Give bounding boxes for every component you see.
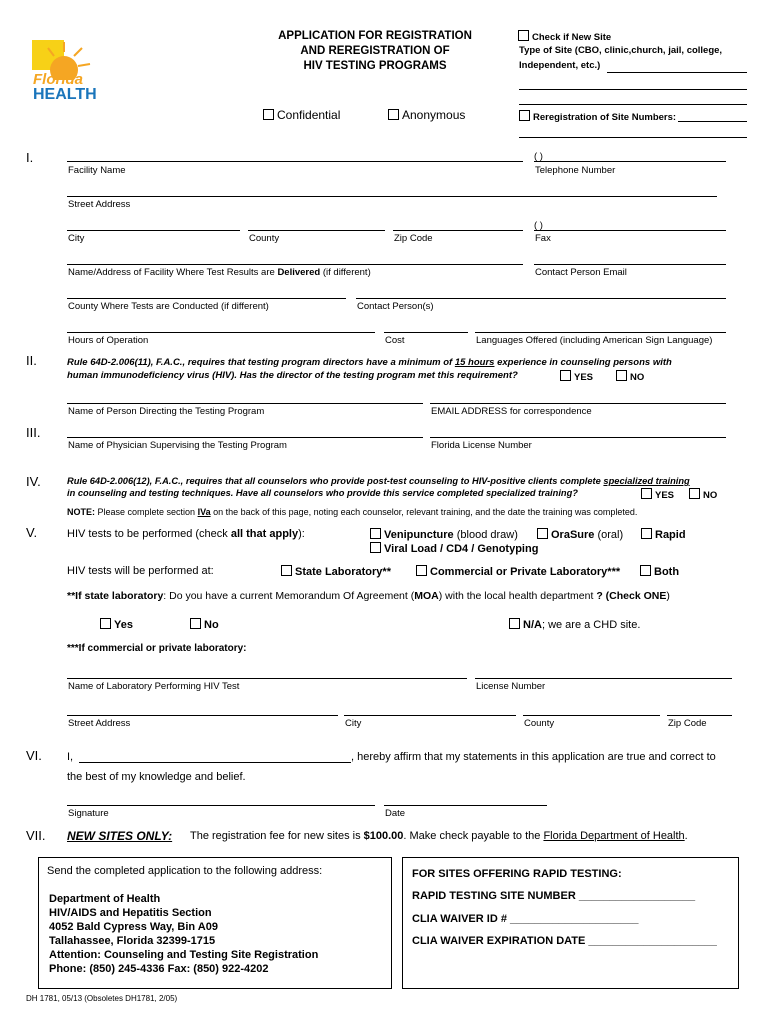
venipuncture-option[interactable] xyxy=(370,528,518,541)
rule-11-hours: 15 hours xyxy=(454,357,495,368)
rapid-site-number-field[interactable]: RAPID TESTING SITE NUMBER ___________________ xyxy=(412,890,696,902)
both-label: Both xyxy=(654,566,680,578)
fee-mid: . Make check payable to the xyxy=(403,830,544,842)
city-label: City xyxy=(68,233,85,244)
moa-question xyxy=(67,590,670,602)
note-iva-ref: IVa xyxy=(197,507,211,517)
cost-line[interactable] xyxy=(384,332,468,333)
new-site-checkbox[interactable] xyxy=(518,30,529,41)
confidential-label: Confidential xyxy=(277,108,341,122)
street-address-line[interactable] xyxy=(67,196,717,197)
hours-line[interactable] xyxy=(67,332,375,333)
signature-line[interactable] xyxy=(67,805,375,806)
mail-line-6: Phone: (850) 245-4336 Fax: (850) 922-4202 xyxy=(49,963,269,975)
fee-end: . xyxy=(684,830,688,842)
commercial-if-label: ***If commercial or private laboratory: xyxy=(67,643,247,654)
cost-label: Cost xyxy=(385,335,405,346)
fee-amount: $100.00 xyxy=(363,830,404,842)
contact-email-line[interactable] xyxy=(534,264,726,265)
lab-zip-label: Zip Code xyxy=(668,718,707,729)
county-label: County xyxy=(249,233,280,244)
email-label: EMAIL ADDRESS for correspondence xyxy=(431,406,592,417)
confidential-option[interactable] xyxy=(263,108,340,122)
rereg-checkbox[interactable] xyxy=(519,110,530,121)
lab-county-line[interactable] xyxy=(523,715,660,716)
tests-performed-post: ): xyxy=(298,528,305,540)
rule-12-pre: Rule 64D-2.006(12), F.A.C., requires that all counselors who provide post-test counseling to HIV-positive clients complete xyxy=(67,476,604,486)
affirm-name-line[interactable] xyxy=(79,762,351,763)
orasure-checkbox[interactable] xyxy=(537,528,548,539)
county-tests-line[interactable] xyxy=(67,298,346,299)
clia-expiration-field[interactable]: CLIA WAIVER EXPIRATION DATE _____________________ xyxy=(412,935,717,947)
moa-close: ) xyxy=(666,590,670,602)
director-no-label: NO xyxy=(630,372,645,383)
lab-license-label: License Number xyxy=(476,681,546,692)
delivered-label-pre: Name/Address of Facility Where Test Results are xyxy=(68,267,278,278)
moa-na-option[interactable] xyxy=(509,618,640,631)
mailing-address-box xyxy=(38,857,392,989)
rapid-testing-box xyxy=(402,857,739,989)
mail-heading: Send the completed application to the following address: xyxy=(47,865,323,877)
rereg-line[interactable] xyxy=(678,121,747,122)
site-type-line-2[interactable] xyxy=(519,89,747,90)
affirm-text: , hereby affirm that my statements in this application are true and correct to xyxy=(351,751,716,763)
counselor-no-label: NO xyxy=(703,490,718,501)
note-post: on the back of this page, noting each counselor, relevant training, and the date the training was completed. xyxy=(210,507,638,517)
physician-label: Name of Physician Supervising the Testing Program xyxy=(68,440,287,451)
rule-12-line-2: in counseling and testing techniques. Have all counselors who provide this service completed specialized training? xyxy=(67,488,578,498)
contact-persons-label: Contact Person(s) xyxy=(357,301,434,312)
county-tests-label: County Where Tests are Conducted (if different) xyxy=(68,301,269,312)
moa-mid2: ) with the local health department xyxy=(438,590,597,602)
physician-license-label: Florida License Number xyxy=(431,440,532,451)
phone-paren: ( ) xyxy=(534,151,543,162)
counselor-yes-checkbox[interactable] xyxy=(641,488,652,499)
site-type-line[interactable] xyxy=(607,72,747,73)
city-line[interactable] xyxy=(67,230,240,231)
anonymous-option[interactable] xyxy=(388,108,465,122)
rule-11-post: experience in counseling persons with xyxy=(494,357,672,368)
confidential-checkbox[interactable] xyxy=(263,109,274,120)
mail-line-2: HIV/AIDS and Hepatitis Section xyxy=(49,907,212,919)
languages-label: Languages Offered (including American Sign Language) xyxy=(476,335,713,346)
director-no-checkbox[interactable] xyxy=(616,370,627,381)
lab-city-line[interactable] xyxy=(344,715,516,716)
director-label: Name of Person Directing the Testing Program xyxy=(68,406,265,417)
delivered-label-bold: Delivered xyxy=(277,267,321,278)
registration-fee-text xyxy=(190,830,688,842)
facility-name-line[interactable] xyxy=(67,161,523,162)
orasure-option[interactable] xyxy=(537,528,623,541)
lab-name-label: Name of Laboratory Performing HIV Test xyxy=(68,681,240,692)
oral-label: (oral) xyxy=(594,529,624,541)
moa-no-checkbox[interactable] xyxy=(190,618,201,629)
rapid-heading: FOR SITES OFFERING RAPID TESTING: xyxy=(412,868,622,880)
venipuncture-checkbox[interactable] xyxy=(370,528,381,539)
moa-yes-label: Yes xyxy=(114,619,133,631)
lab-name-line[interactable] xyxy=(67,678,467,679)
languages-line[interactable] xyxy=(475,332,726,333)
section-6-numeral: VI. xyxy=(26,748,42,763)
viral-load-label: Viral Load / CD4 / Genotyping xyxy=(384,543,539,555)
site-type-label-1: Type of Site (CBO, clinic,church, jail, college, xyxy=(519,45,723,56)
performed-at-label: HIV tests will be performed at: xyxy=(67,565,214,577)
mail-line-5: Attention: Counseling and Testing Site Registration xyxy=(49,949,319,961)
section-3-numeral: III. xyxy=(26,425,41,440)
rule-11-pre: Rule 64D-2.006(11), F.A.C., requires that testing program directors have a minimum of xyxy=(67,357,455,368)
counselor-yes-option[interactable] xyxy=(641,488,674,501)
fax-line[interactable] xyxy=(534,230,726,231)
moa-mid: : Do you have a current Memorandum Of Agreement ( xyxy=(163,590,415,602)
moa-no-label: No xyxy=(204,619,219,631)
both-checkbox[interactable] xyxy=(640,565,651,576)
commercial-lab-label: Commercial or Private Laboratory*** xyxy=(430,566,621,578)
signature-label: Signature xyxy=(68,808,109,819)
date-line[interactable] xyxy=(384,805,547,806)
lab-street-label: Street Address xyxy=(68,718,131,729)
counselor-no-checkbox[interactable] xyxy=(689,488,700,499)
both-option[interactable] xyxy=(640,565,679,578)
mail-line-4: Tallahassee, Florida 32399-1715 xyxy=(49,935,216,947)
fee-payee: Florida Department of Health xyxy=(543,830,685,842)
rapid-checkbox[interactable] xyxy=(641,528,652,539)
facility-name-label: Facility Name xyxy=(68,165,126,176)
street-address-label: Street Address xyxy=(68,199,131,210)
title-line-2: AND REREGISTRATION OF xyxy=(300,45,450,57)
commercial-lab-checkbox[interactable] xyxy=(416,565,427,576)
email-line[interactable] xyxy=(430,403,726,404)
anonymous-label: Anonymous xyxy=(402,108,466,122)
blood-draw-label: (blood draw) xyxy=(453,529,518,541)
section-7-numeral: VII. xyxy=(26,828,46,843)
logo-florida-text: Florida xyxy=(33,71,84,88)
tests-performed-bold: all that apply xyxy=(230,528,299,540)
lab-license-line[interactable] xyxy=(475,678,732,679)
zip-line[interactable] xyxy=(393,230,523,231)
director-no-option[interactable] xyxy=(616,370,644,383)
counselor-no-option[interactable] xyxy=(689,488,717,501)
note-mid: Please complete section xyxy=(95,507,198,517)
mail-line-3: 4052 Bald Cypress Way, Bin A09 xyxy=(49,921,218,933)
telephone-label: Telephone Number xyxy=(535,165,616,176)
florida-health-logo xyxy=(30,40,97,106)
moa-check-one: ? (Check ONE xyxy=(596,590,667,602)
state-lab-label: State Laboratory** xyxy=(295,566,391,578)
telephone-line[interactable] xyxy=(534,161,726,162)
moa-na-checkbox[interactable] xyxy=(509,618,520,629)
contact-persons-line[interactable] xyxy=(356,298,726,299)
state-lab-option[interactable] xyxy=(281,565,391,578)
section-4-numeral: IV. xyxy=(26,474,41,489)
title-line-3: HIV TESTING PROGRAMS xyxy=(303,60,447,72)
delivered-line[interactable] xyxy=(67,264,523,265)
viral-load-option[interactable] xyxy=(370,542,538,555)
delivered-label xyxy=(68,267,371,278)
viral-load-checkbox[interactable] xyxy=(370,542,381,553)
county-line[interactable] xyxy=(248,230,385,231)
fee-pre: The registration fee for new sites is xyxy=(190,830,364,842)
lab-city-label: City xyxy=(345,718,362,729)
na-label-bold: N/A xyxy=(523,619,542,631)
state-lab-checkbox[interactable] xyxy=(281,565,292,576)
delivered-label-post: (if different) xyxy=(320,267,371,278)
physician-line[interactable] xyxy=(67,437,423,438)
tests-performed-label xyxy=(67,528,305,540)
logo-health-text: HEALTH xyxy=(33,86,97,103)
new-site-label: Check if New Site xyxy=(532,32,612,43)
title-line-1: APPLICATION FOR REGISTRATION xyxy=(278,30,472,42)
director-yes-label: YES xyxy=(574,372,594,383)
rereg-checkbox-row[interactable] xyxy=(519,110,676,123)
moa-yes-checkbox[interactable] xyxy=(100,618,111,629)
zip-label: Zip Code xyxy=(394,233,433,244)
affirm-i: I, xyxy=(67,751,74,763)
venipuncture-label: Venipuncture xyxy=(384,529,454,541)
fax-label: Fax xyxy=(535,233,551,244)
mail-line-1: Department of Health xyxy=(49,893,161,905)
tests-performed-pre: HIV tests to be performed (check xyxy=(67,528,231,540)
new-site-checkbox-row[interactable] xyxy=(518,30,611,43)
section-2-numeral: II. xyxy=(26,353,37,368)
rule-11-line-1 xyxy=(67,357,672,368)
date-label: Date xyxy=(385,808,406,819)
rereg-line-2[interactable] xyxy=(519,137,747,138)
orasure-label: OraSure xyxy=(551,529,595,541)
site-type-line-3[interactable] xyxy=(519,104,747,105)
note-label: NOTE: xyxy=(67,507,95,517)
director-yes-option[interactable] xyxy=(560,370,593,383)
lab-county-label: County xyxy=(524,718,555,729)
na-label-post: ; we are a CHD site. xyxy=(541,619,641,631)
anonymous-checkbox[interactable] xyxy=(388,109,399,120)
director-line[interactable] xyxy=(67,403,423,404)
rapid-label: Rapid xyxy=(655,529,686,541)
moa-no-option[interactable] xyxy=(190,618,219,631)
lab-street-line[interactable] xyxy=(67,715,338,716)
site-type-label-2: Independent, etc.) xyxy=(519,60,601,71)
section-5-numeral: V. xyxy=(26,525,38,540)
rule-12-line-1 xyxy=(67,476,690,486)
form-footer: DH 1781, 05/13 (Obsoletes DH1781, 2/05) xyxy=(26,994,178,1003)
moa-yes-option[interactable] xyxy=(100,618,133,631)
director-yes-checkbox[interactable] xyxy=(560,370,571,381)
contact-email-label: Contact Person Email xyxy=(535,267,627,278)
mail-address xyxy=(49,892,318,976)
affirm-text-2: the best of my knowledge and belief. xyxy=(67,771,246,783)
clia-waiver-id-field[interactable]: CLIA WAIVER ID # _____________________ xyxy=(412,913,639,925)
counselor-yes-label: YES xyxy=(655,490,675,501)
physician-license-line[interactable] xyxy=(430,437,726,438)
lab-zip-line[interactable] xyxy=(667,715,732,716)
rapid-option[interactable] xyxy=(641,528,686,541)
section-1-numeral: I. xyxy=(26,150,34,165)
hours-label: Hours of Operation xyxy=(68,335,149,346)
new-sites-only-heading: NEW SITES ONLY: xyxy=(67,829,173,843)
form-title xyxy=(255,29,495,74)
rule-11-line-2: human immunodeficiency virus (HIV). Has the director of the testing program met this requirement? xyxy=(67,370,518,381)
commercial-lab-option[interactable] xyxy=(416,565,620,578)
rule-12-underline: specialized training xyxy=(603,476,690,486)
fax-paren: ( ) xyxy=(534,220,543,231)
moa-bold: MOA xyxy=(414,590,439,602)
moa-pre: **If state laboratory xyxy=(67,590,164,602)
rereg-label: Reregistration of Site Numbers: xyxy=(533,112,677,123)
note-iva xyxy=(67,507,637,517)
